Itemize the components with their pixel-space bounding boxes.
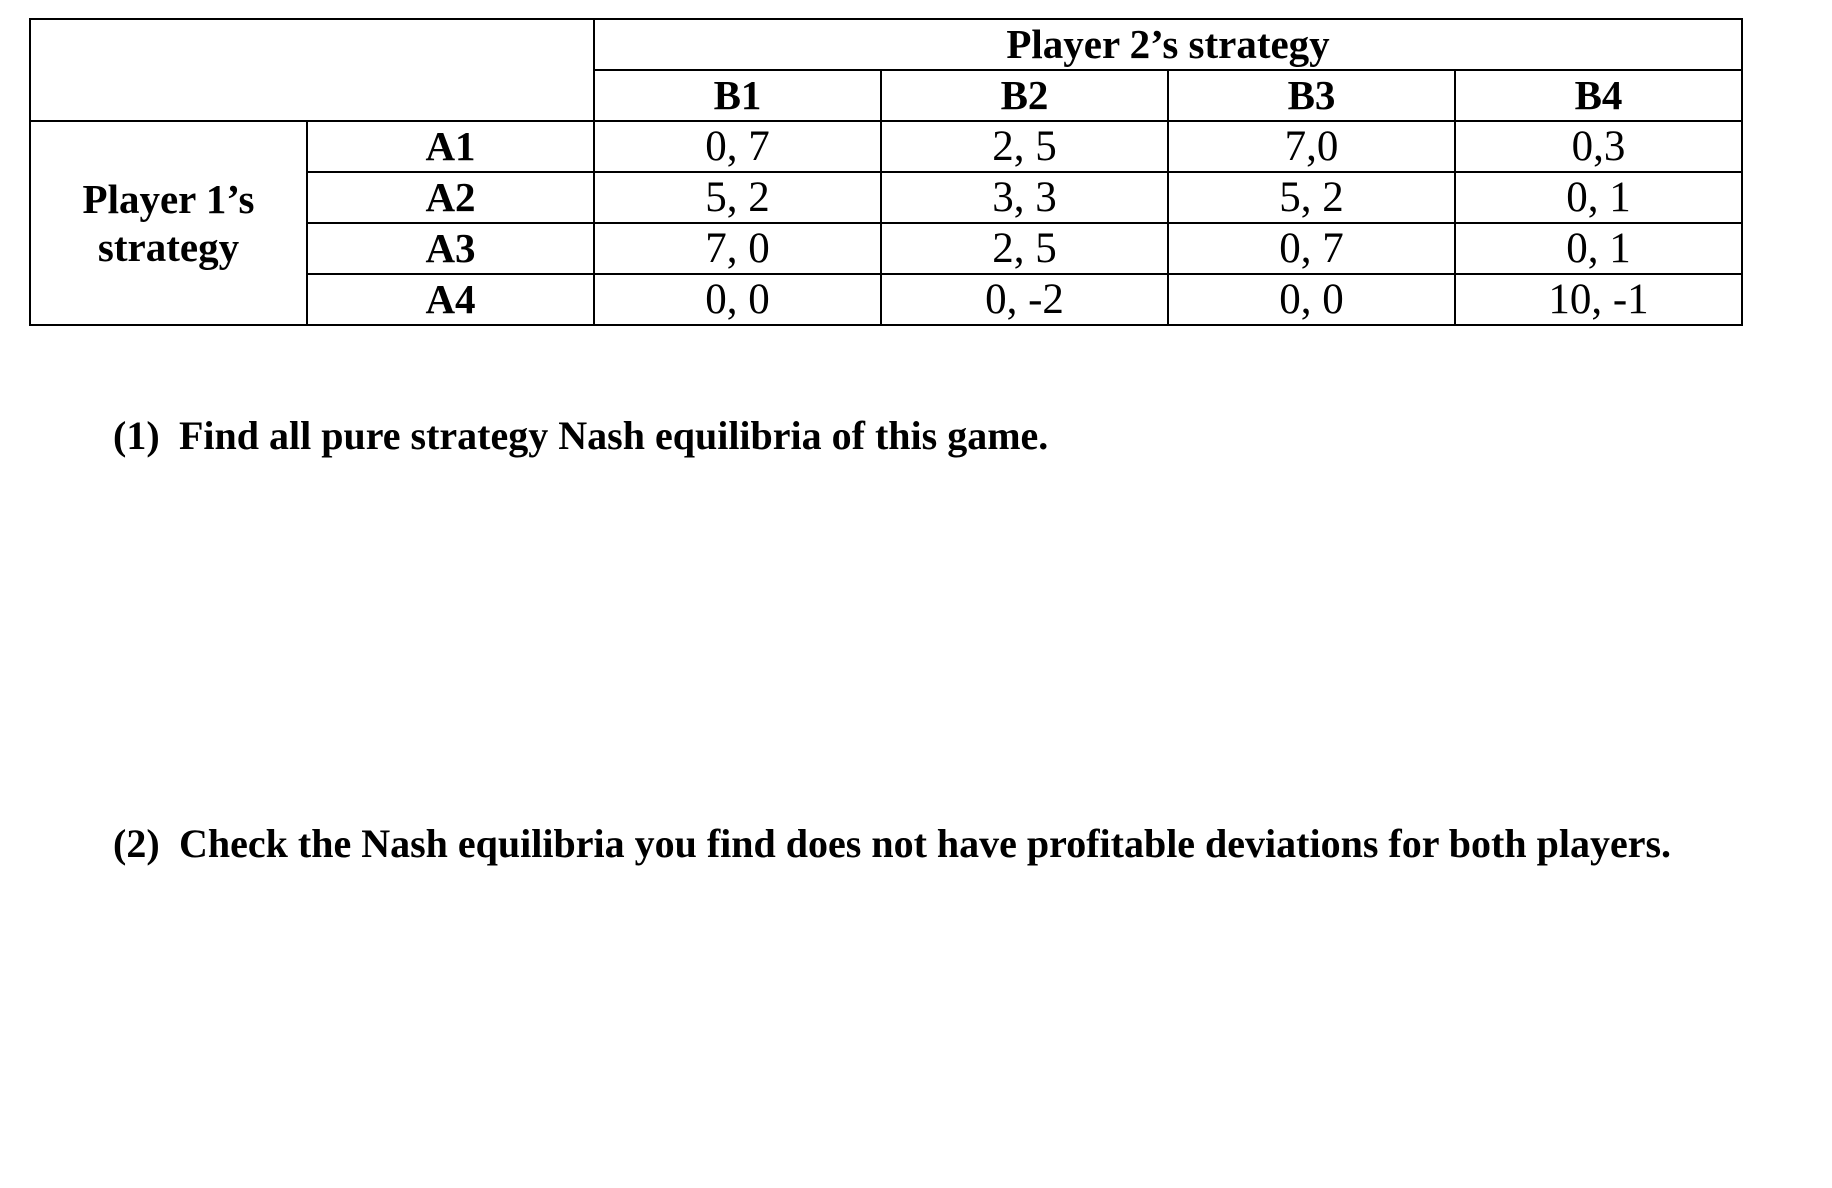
payoff-cell-a2-b1: 5, 2 [594,172,881,223]
question-2-text: Check the Nash equilibria you find does not have profitable deviations for both players. [179,821,1672,866]
empty-corner-cell [30,19,594,121]
payoff-cell-a3-b4: 0, 1 [1455,223,1742,274]
payoff-cell-a4-b1: 0, 0 [594,274,881,325]
row-header-a4: A4 [307,274,594,325]
payoff-cell-a4-b3: 0, 0 [1168,274,1455,325]
payoff-cell-a3-b1: 7, 0 [594,223,881,274]
player1-strategy-label-text: Player 1’s strategy [82,175,255,270]
payoff-cell-a4-b2: 0, -2 [881,274,1168,325]
question-1-number: (1) [113,413,160,458]
payoff-cell-a1-b1: 0, 7 [594,121,881,172]
question-1-text: Find all pure strategy Nash equilibria of this game. [179,413,1049,458]
table-row-a1 [30,121,1742,172]
payoff-cell-a3-b3: 0, 7 [1168,223,1455,274]
player2-strategy-label: Player 2’s strategy [594,19,1742,70]
payoff-cell-a1-b3: 7,0 [1168,121,1455,172]
row-header-a3: A3 [307,223,594,274]
player1-strategy-label [30,121,307,325]
row-header-a2: A2 [307,172,594,223]
header-row-player2 [30,19,1742,70]
payoff-cell-a2-b4: 0, 1 [1455,172,1742,223]
column-header-b3: B3 [1168,70,1455,121]
column-header-b4: B4 [1455,70,1742,121]
column-header-b2: B2 [881,70,1168,121]
question-1 [113,410,1613,462]
column-header-b1: B1 [594,70,881,121]
payoff-cell-a2-b2: 3, 3 [881,172,1168,223]
payoff-matrix-table [29,18,1743,326]
payoff-cell-a1-b2: 2, 5 [881,121,1168,172]
payoff-cell-a1-b4: 0,3 [1455,121,1742,172]
question-2-number: (2) [113,821,160,866]
payoff-cell-a2-b3: 5, 2 [1168,172,1455,223]
payoff-cell-a3-b2: 2, 5 [881,223,1168,274]
payoff-cell-a4-b4: 10, -1 [1455,274,1742,325]
row-header-a1: A1 [307,121,594,172]
question-2 [113,818,1673,870]
